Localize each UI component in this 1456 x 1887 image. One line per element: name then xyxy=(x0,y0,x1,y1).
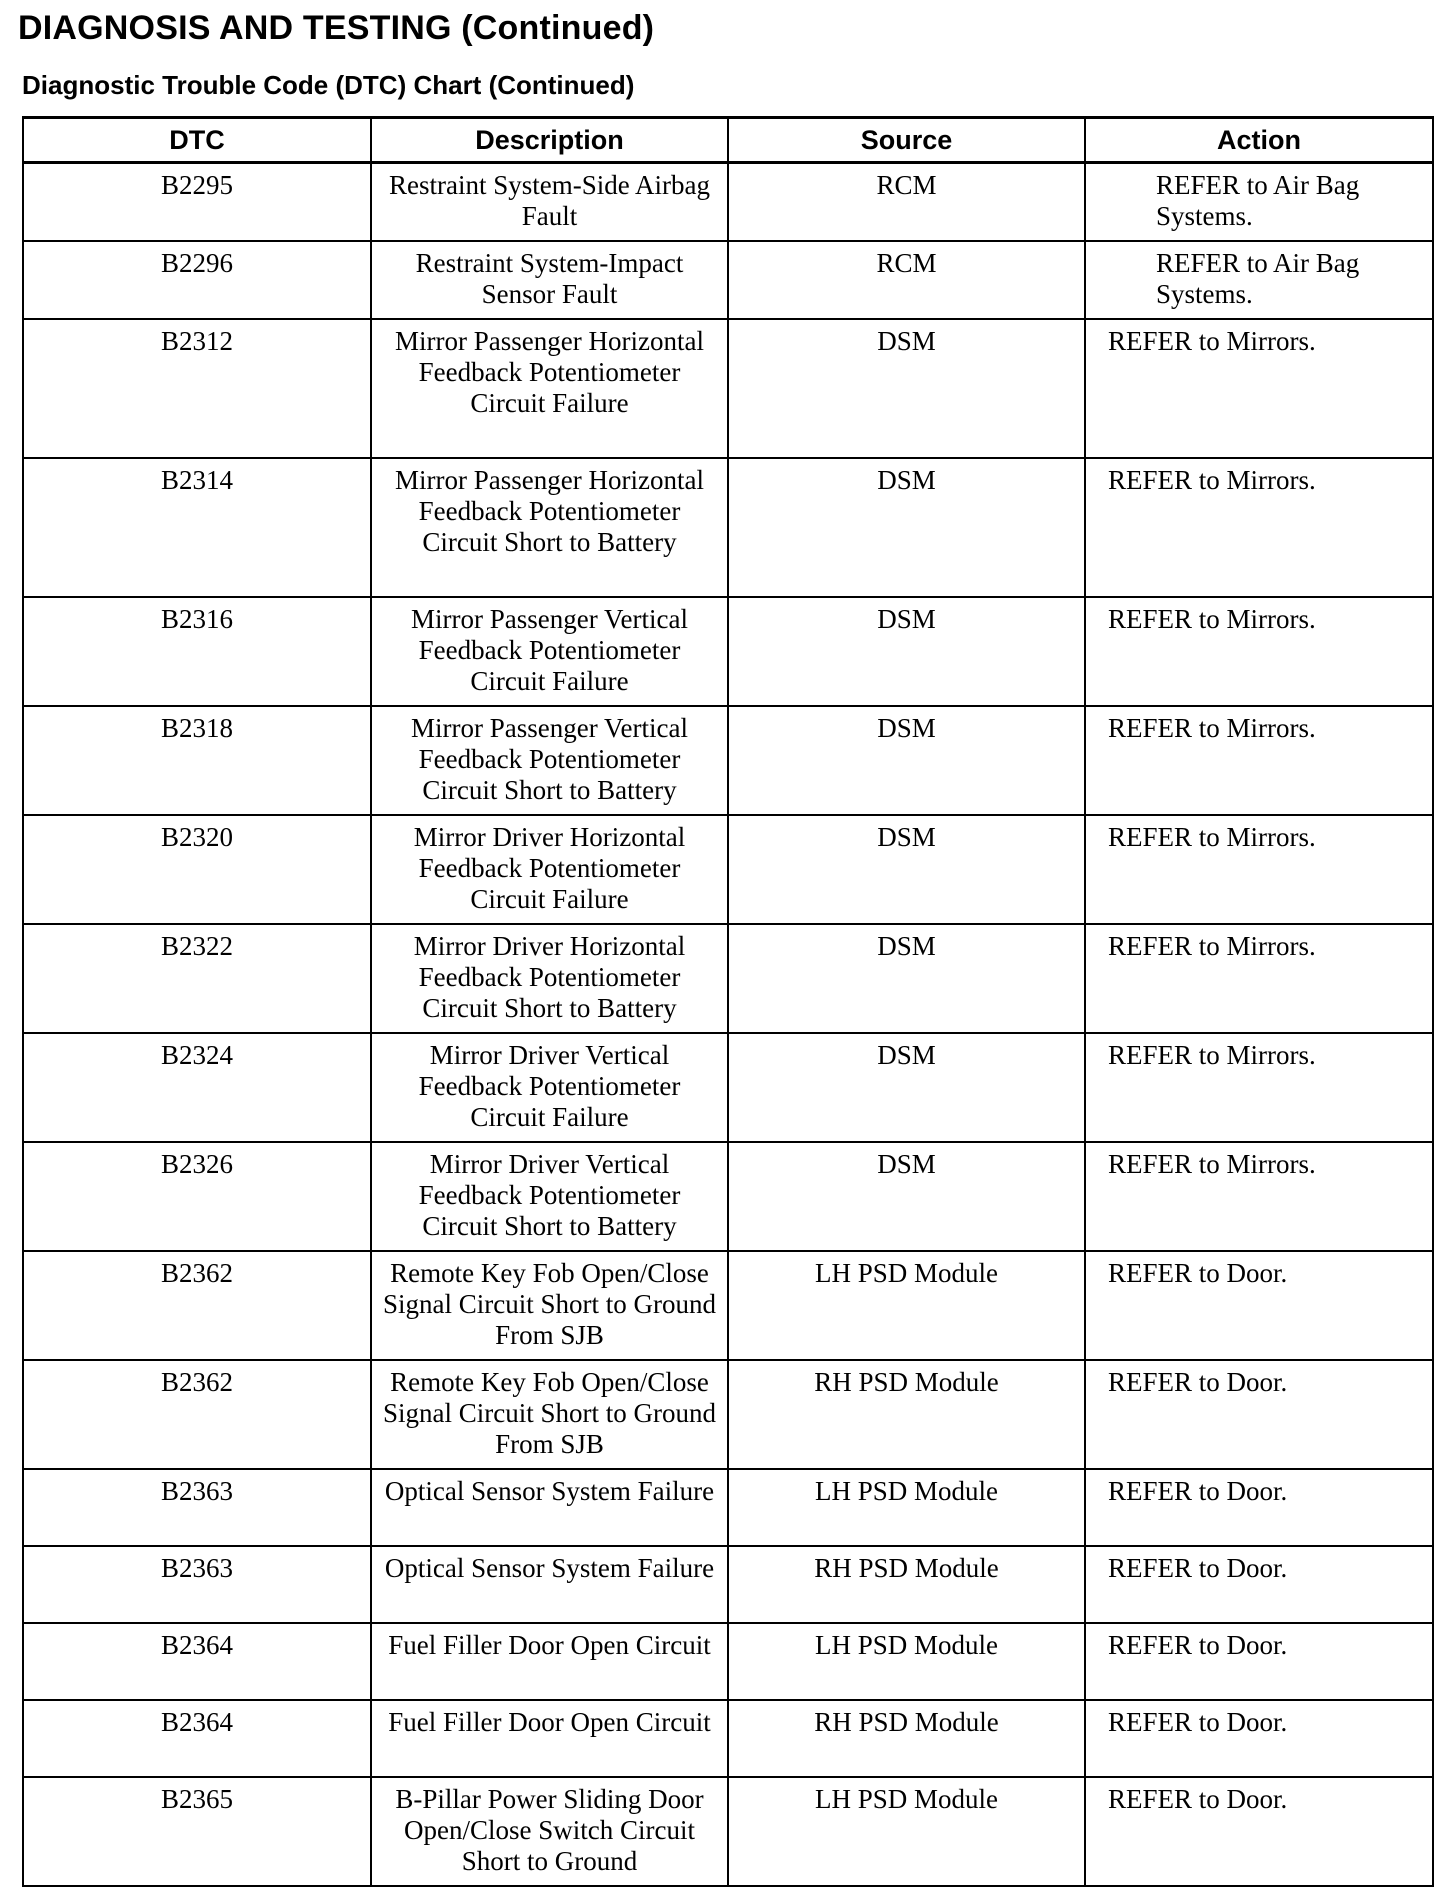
table-row xyxy=(23,163,1433,242)
dtc-description: Optical Sensor System Failure xyxy=(371,1546,728,1623)
dtc-source: RCM xyxy=(728,163,1085,242)
dtc-description: Mirror Passenger Horizontal Feedback Potentiometer Circuit Failure xyxy=(371,319,728,458)
table-row xyxy=(23,1546,1433,1623)
dtc-code: B2362 xyxy=(23,1251,371,1360)
dtc-action: REFER to Air Bag Systems. xyxy=(1085,163,1433,242)
dtc-code: B2320 xyxy=(23,815,371,924)
table-row xyxy=(23,319,1433,458)
dtc-action: REFER to Door. xyxy=(1085,1469,1433,1546)
column-header-description: Description xyxy=(371,118,728,163)
dtc-source: DSM xyxy=(728,815,1085,924)
dtc-action: REFER to Air Bag Systems. xyxy=(1085,241,1433,319)
dtc-description: Mirror Passenger Vertical Feedback Potentiometer Circuit Failure xyxy=(371,597,728,706)
dtc-action: REFER to Mirrors. xyxy=(1085,1142,1433,1251)
dtc-action: REFER to Door. xyxy=(1085,1700,1433,1777)
dtc-description: Mirror Driver Horizontal Feedback Potentiometer Circuit Short to Battery xyxy=(371,924,728,1033)
section-title: Diagnostic Trouble Code (DTC) Chart (Continued) xyxy=(22,70,635,100)
table-row xyxy=(23,1033,1433,1142)
dtc-description: Mirror Passenger Vertical Feedback Potentiometer Circuit Short to Battery xyxy=(371,706,728,815)
dtc-action: REFER to Mirrors. xyxy=(1085,597,1433,706)
table-row xyxy=(23,815,1433,924)
table-row xyxy=(23,706,1433,815)
dtc-code: B2362 xyxy=(23,1360,371,1469)
dtc-code: B2314 xyxy=(23,458,371,597)
dtc-source: LH PSD Module xyxy=(728,1251,1085,1360)
dtc-code: B2324 xyxy=(23,1033,371,1142)
dtc-action: REFER to Door. xyxy=(1085,1777,1433,1886)
dtc-code: B2364 xyxy=(23,1623,371,1700)
dtc-source: DSM xyxy=(728,319,1085,458)
page-title: DIAGNOSIS AND TESTING (Continued) xyxy=(18,9,655,47)
dtc-source: RCM xyxy=(728,241,1085,319)
dtc-code: B2326 xyxy=(23,1142,371,1251)
dtc-action: REFER to Mirrors. xyxy=(1085,319,1433,458)
column-header-dtc: DTC xyxy=(23,118,371,163)
table-row xyxy=(23,1623,1433,1700)
dtc-code: B2312 xyxy=(23,319,371,458)
dtc-source: DSM xyxy=(728,1033,1085,1142)
dtc-description: B-Pillar Power Sliding Door Open/Close Switch Circuit Short to Ground xyxy=(371,1777,728,1886)
table-row xyxy=(23,597,1433,706)
dtc-action: REFER to Door. xyxy=(1085,1360,1433,1469)
table-row xyxy=(23,1469,1433,1546)
column-header-action: Action xyxy=(1085,118,1433,163)
dtc-source: DSM xyxy=(728,458,1085,597)
dtc-action: REFER to Door. xyxy=(1085,1251,1433,1360)
dtc-source: RH PSD Module xyxy=(728,1700,1085,1777)
dtc-code: B2316 xyxy=(23,597,371,706)
dtc-action: REFER to Mirrors. xyxy=(1085,1033,1433,1142)
dtc-source: LH PSD Module xyxy=(728,1623,1085,1700)
dtc-source: RH PSD Module xyxy=(728,1360,1085,1469)
dtc-source: RH PSD Module xyxy=(728,1546,1085,1623)
dtc-description: Restraint System-Side Airbag Fault xyxy=(371,163,728,242)
table-header-row xyxy=(23,118,1433,163)
table-row xyxy=(23,924,1433,1033)
dtc-code: B2295 xyxy=(23,163,371,242)
dtc-source: DSM xyxy=(728,1142,1085,1251)
dtc-description: Restraint System-Impact Sensor Fault xyxy=(371,241,728,319)
column-header-source: Source xyxy=(728,118,1085,163)
dtc-action: REFER to Mirrors. xyxy=(1085,924,1433,1033)
dtc-action: REFER to Door. xyxy=(1085,1623,1433,1700)
dtc-description: Remote Key Fob Open/Close Signal Circuit Short to Ground From SJB xyxy=(371,1360,728,1469)
dtc-description: Fuel Filler Door Open Circuit xyxy=(371,1700,728,1777)
dtc-code: B2322 xyxy=(23,924,371,1033)
table-row xyxy=(23,241,1433,319)
dtc-description: Mirror Driver Vertical Feedback Potentiometer Circuit Short to Battery xyxy=(371,1142,728,1251)
dtc-source: DSM xyxy=(728,924,1085,1033)
dtc-code: B2363 xyxy=(23,1469,371,1546)
dtc-description: Fuel Filler Door Open Circuit xyxy=(371,1623,728,1700)
dtc-description: Mirror Passenger Horizontal Feedback Potentiometer Circuit Short to Battery xyxy=(371,458,728,597)
dtc-action: REFER to Mirrors. xyxy=(1085,458,1433,597)
dtc-source: DSM xyxy=(728,706,1085,815)
dtc-source: DSM xyxy=(728,597,1085,706)
dtc-description: Mirror Driver Vertical Feedback Potentiometer Circuit Failure xyxy=(371,1033,728,1142)
dtc-source: LH PSD Module xyxy=(728,1777,1085,1886)
dtc-chart-table xyxy=(22,116,1434,1887)
dtc-code: B2364 xyxy=(23,1700,371,1777)
dtc-description: Optical Sensor System Failure xyxy=(371,1469,728,1546)
dtc-action: REFER to Mirrors. xyxy=(1085,706,1433,815)
dtc-code: B2363 xyxy=(23,1546,371,1623)
dtc-action: REFER to Mirrors. xyxy=(1085,815,1433,924)
dtc-action: REFER to Door. xyxy=(1085,1546,1433,1623)
table-row xyxy=(23,1777,1433,1886)
dtc-code: B2365 xyxy=(23,1777,371,1886)
dtc-description: Mirror Driver Horizontal Feedback Potentiometer Circuit Failure xyxy=(371,815,728,924)
table-row xyxy=(23,1700,1433,1777)
table-row xyxy=(23,1251,1433,1360)
dtc-source: LH PSD Module xyxy=(728,1469,1085,1546)
table-row xyxy=(23,1360,1433,1469)
table-row xyxy=(23,458,1433,597)
table-row xyxy=(23,1142,1433,1251)
dtc-code: B2318 xyxy=(23,706,371,815)
dtc-description: Remote Key Fob Open/Close Signal Circuit Short to Ground From SJB xyxy=(371,1251,728,1360)
dtc-code: B2296 xyxy=(23,241,371,319)
